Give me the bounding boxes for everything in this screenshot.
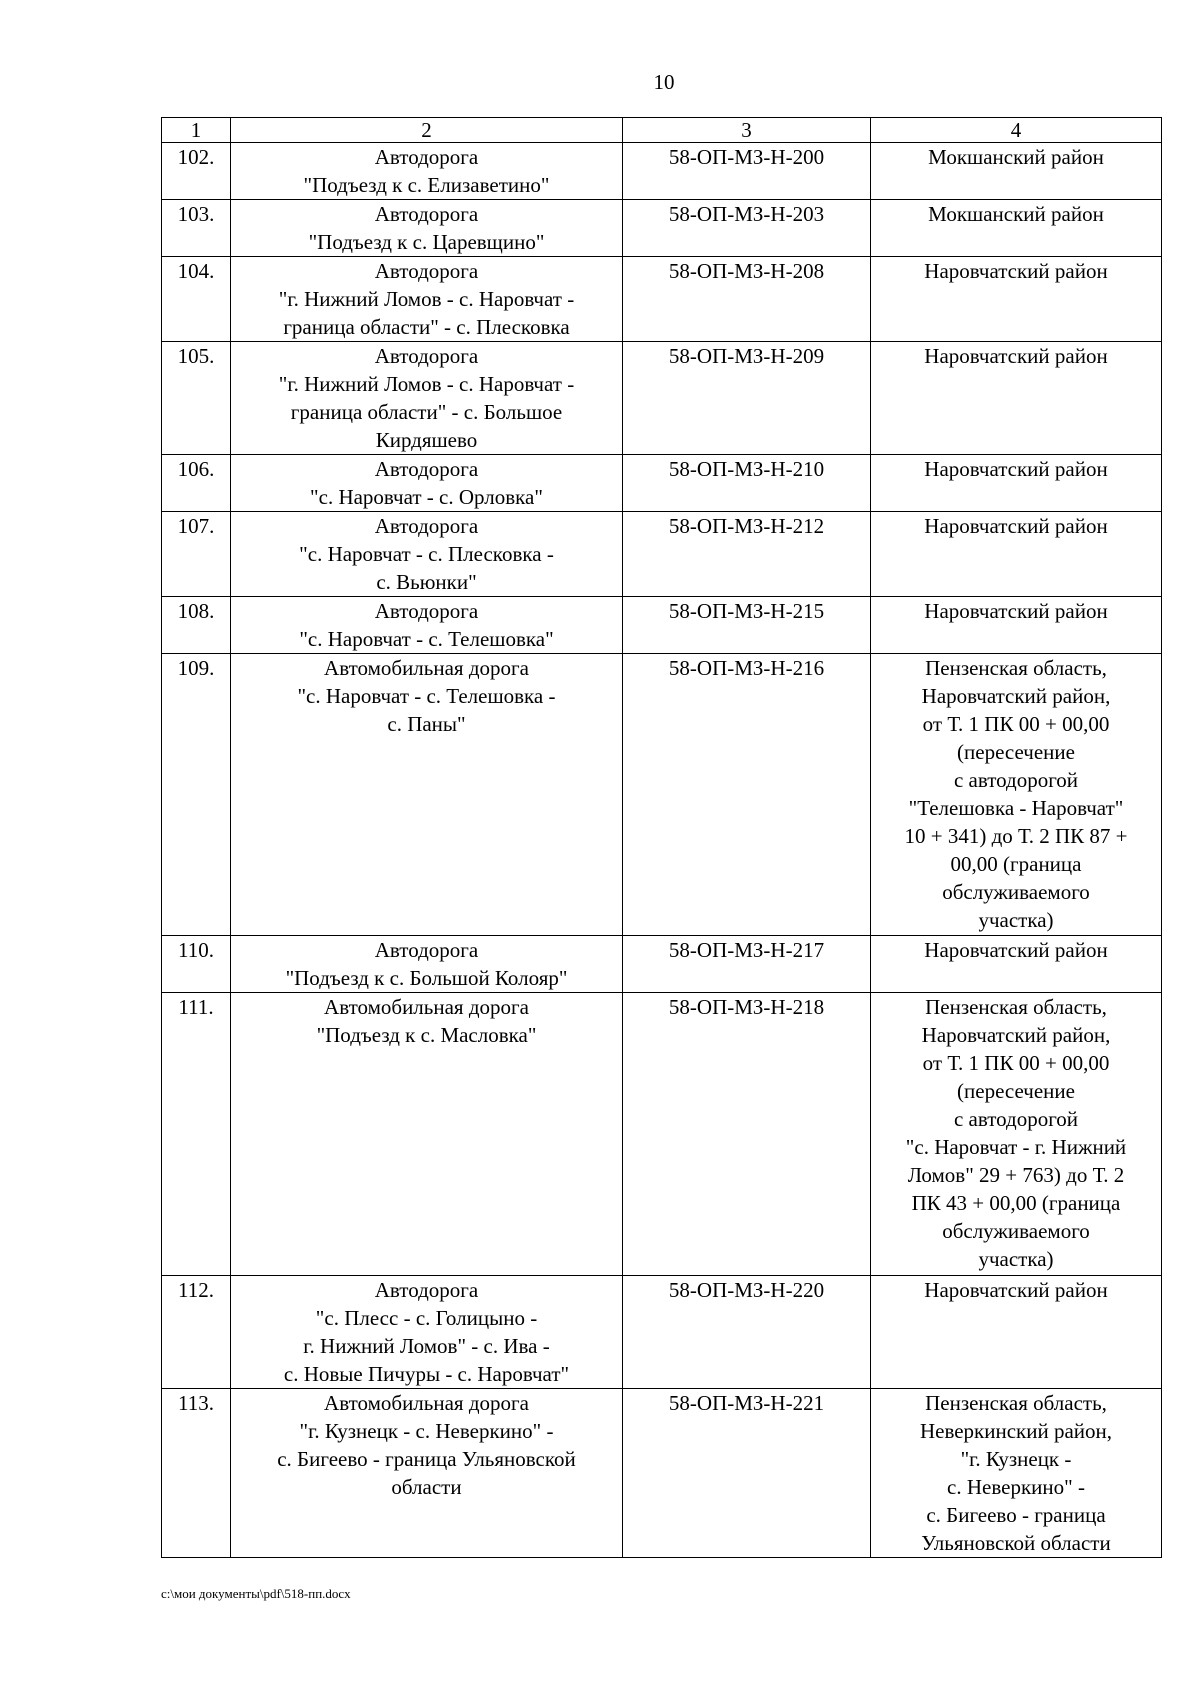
- location-cell: [871, 1276, 1162, 1389]
- road-name-line: Автодорога: [374, 457, 479, 481]
- road-code-cell: 58-ОП-МЗ-Н-209: [623, 342, 871, 455]
- location-line: (пересечение: [957, 740, 1075, 764]
- row-number-cell: 110.: [162, 936, 231, 993]
- location-cell: [871, 993, 1162, 1276]
- road-code-cell: 58-ОП-МЗ-Н-208: [623, 257, 871, 342]
- road-name-line: с. Паны": [387, 712, 466, 736]
- road-name-line: Автодорога: [374, 599, 479, 623]
- table-row: [162, 597, 1162, 654]
- location-line: Мокшанский район: [928, 202, 1104, 226]
- page-number: 10: [653, 70, 675, 94]
- location-line: участка): [978, 1247, 1054, 1271]
- location-line: Наровчатский район: [924, 938, 1108, 962]
- road-name-line: с. Вьюнки": [376, 570, 477, 594]
- location-line: Пензенская область,: [925, 995, 1107, 1019]
- road-name-line: "г. Кузнецк - с. Неверкино" -: [299, 1419, 554, 1443]
- column-header-1: 1: [162, 118, 231, 143]
- location-line: (пересечение: [957, 1079, 1075, 1103]
- row-number-cell: 113.: [162, 1389, 231, 1558]
- location-line: Ульяновской области: [921, 1531, 1111, 1555]
- road-code-cell: 58-ОП-МЗ-Н-200: [623, 143, 871, 200]
- table-row: [162, 200, 1162, 257]
- road-name-line: области: [391, 1475, 462, 1499]
- road-name-line: "с. Плесс - с. Голицыно -: [315, 1306, 538, 1330]
- roads-table: [161, 117, 1162, 1558]
- road-name-cell: [231, 200, 623, 257]
- road-name-line: "с. Наровчат - с. Орловка": [310, 485, 543, 509]
- table-row: [162, 1389, 1162, 1558]
- row-number-cell: 107.: [162, 512, 231, 597]
- road-name-cell: [231, 455, 623, 512]
- column-header-2: 2: [231, 118, 623, 143]
- table-row: [162, 455, 1162, 512]
- location-line: Пензенская область,: [925, 656, 1107, 680]
- table-row: [162, 1276, 1162, 1389]
- table-row: [162, 654, 1162, 936]
- row-number-cell: 104.: [162, 257, 231, 342]
- road-name-cell: [231, 654, 623, 936]
- location-cell: [871, 597, 1162, 654]
- road-name-line: Автодорога: [374, 344, 479, 368]
- location-line: Наровчатский район: [924, 259, 1108, 283]
- location-line: Наровчатский район: [924, 514, 1108, 538]
- footer-file-path: c:\мои документы\pdf\518-пп.docx: [161, 1586, 351, 1601]
- row-number-cell: 109.: [162, 654, 231, 936]
- road-code-cell: 58-ОП-МЗ-Н-221: [623, 1389, 871, 1558]
- location-line: участка): [978, 908, 1054, 932]
- header-row: [162, 118, 1162, 143]
- table-row: [162, 342, 1162, 455]
- location-line: Наровчатский район: [924, 599, 1108, 623]
- road-name-line: Автодорога: [374, 259, 479, 283]
- row-number-cell: 112.: [162, 1276, 231, 1389]
- road-name-cell: [231, 597, 623, 654]
- road-name-line: "с. Наровчат - с. Телешовка -: [297, 684, 556, 708]
- road-name-line: с. Бигеево - граница Ульяновской: [277, 1447, 576, 1471]
- road-name-cell: [231, 342, 623, 455]
- column-header-4: 4: [871, 118, 1162, 143]
- location-cell: [871, 512, 1162, 597]
- road-code-cell: 58-ОП-МЗ-Н-217: [623, 936, 871, 993]
- road-name-line: "с. Наровчат - с. Телешовка": [299, 627, 554, 651]
- table-row: [162, 143, 1162, 200]
- road-name-cell: [231, 936, 623, 993]
- location-cell: [871, 936, 1162, 993]
- row-number-cell: 108.: [162, 597, 231, 654]
- location-line: Наровчатский район: [924, 1278, 1108, 1302]
- location-line: Неверкинский район,: [919, 1419, 1113, 1443]
- location-line: обслуживаемого: [942, 880, 1090, 904]
- location-cell: [871, 342, 1162, 455]
- road-name-cell: [231, 1389, 623, 1558]
- location-line: с. Бигеево - граница: [926, 1503, 1106, 1527]
- road-name-line: Автомобильная дорога: [324, 1391, 529, 1415]
- row-number-cell: 102.: [162, 143, 231, 200]
- road-name-line: "с. Наровчат - с. Плесковка -: [299, 542, 554, 566]
- location-line: от Т. 1 ПК 00 + 00,00: [922, 712, 1110, 736]
- table-header: [162, 118, 1162, 143]
- location-line: Мокшанский район: [928, 145, 1104, 169]
- road-name-line: с. Новые Пичуры - с. Наровчат": [283, 1362, 570, 1386]
- location-line: с автодорогой: [953, 1107, 1079, 1131]
- road-name-line: Автодорога: [374, 145, 479, 169]
- location-line: Пензенская область,: [925, 1391, 1107, 1415]
- location-line: ПК 43 + 00,00 (граница: [911, 1191, 1121, 1215]
- location-cell: [871, 654, 1162, 936]
- road-name-line: Автомобильная дорога: [324, 656, 529, 680]
- row-number-cell: 105.: [162, 342, 231, 455]
- road-name-line: Автодорога: [374, 202, 479, 226]
- row-number-cell: 106.: [162, 455, 231, 512]
- location-line: "с. Наровчат - г. Нижний: [905, 1135, 1127, 1159]
- row-number-cell: 103.: [162, 200, 231, 257]
- road-name-cell: [231, 993, 623, 1276]
- table-row: [162, 257, 1162, 342]
- location-line: Наровчатский район,: [921, 684, 1111, 708]
- road-code-cell: 58-ОП-МЗ-Н-215: [623, 597, 871, 654]
- road-code-cell: 58-ОП-МЗ-Н-220: [623, 1276, 871, 1389]
- road-code-cell: 58-ОП-МЗ-Н-210: [623, 455, 871, 512]
- column-header-3: 3: [623, 118, 871, 143]
- location-cell: [871, 1389, 1162, 1558]
- road-code-cell: 58-ОП-МЗ-Н-218: [623, 993, 871, 1276]
- location-line: с автодорогой: [953, 768, 1079, 792]
- road-name-line: "г. Нижний Ломов - с. Наровчат -: [278, 372, 575, 396]
- table-row: [162, 512, 1162, 597]
- road-name-line: "Подъезд к с. Елизаветино": [303, 173, 550, 197]
- road-name-line: граница области" - с. Плесковка: [283, 315, 570, 339]
- location-cell: [871, 455, 1162, 512]
- location-cell: [871, 143, 1162, 200]
- road-name-line: "г. Нижний Ломов - с. Наровчат -: [278, 287, 575, 311]
- road-name-line: Автодорога: [374, 938, 479, 962]
- road-name-line: Кирдяшево: [375, 428, 478, 452]
- location-line: 10 + 341) до Т. 2 ПК 87 +: [904, 824, 1128, 848]
- location-cell: [871, 257, 1162, 342]
- road-code-cell: 58-ОП-МЗ-Н-216: [623, 654, 871, 936]
- table-body: [162, 143, 1162, 1558]
- road-name-cell: [231, 257, 623, 342]
- row-number-cell: 111.: [162, 993, 231, 1276]
- road-name-line: "Подъезд к с. Большой Колояр": [285, 966, 568, 990]
- road-name-line: Автодорога: [374, 514, 479, 538]
- location-line: обслуживаемого: [942, 1219, 1090, 1243]
- location-line: "Телешовка - Наровчат": [908, 796, 1124, 820]
- location-line: с. Неверкино" -: [947, 1475, 1085, 1499]
- location-line: "г. Кузнецк -: [960, 1447, 1072, 1471]
- road-name-cell: [231, 143, 623, 200]
- location-line: от Т. 1 ПК 00 + 00,00: [922, 1051, 1110, 1075]
- table-row: [162, 993, 1162, 1276]
- road-name-cell: [231, 1276, 623, 1389]
- road-code-cell: 58-ОП-МЗ-Н-212: [623, 512, 871, 597]
- location-line: Наровчатский район,: [921, 1023, 1111, 1047]
- road-name-line: граница области" - с. Большое: [290, 400, 563, 424]
- road-name-cell: [231, 512, 623, 597]
- road-name-line: Автомобильная дорога: [324, 995, 529, 1019]
- location-cell: [871, 200, 1162, 257]
- location-line: Наровчатский район: [924, 344, 1108, 368]
- location-line: 00,00 (граница: [950, 852, 1082, 876]
- road-code-cell: 58-ОП-МЗ-Н-203: [623, 200, 871, 257]
- table-row: [162, 936, 1162, 993]
- location-line: Ломов" 29 + 763) до Т. 2: [907, 1163, 1125, 1187]
- road-name-line: "Подъезд к с. Масловка": [316, 1023, 537, 1047]
- location-line: Наровчатский район: [924, 457, 1108, 481]
- road-name-line: Автодорога: [374, 1278, 479, 1302]
- road-name-line: "Подъезд к с. Царевщино": [308, 230, 545, 254]
- road-name-line: г. Нижний Ломов" - с. Ива -: [303, 1334, 550, 1358]
